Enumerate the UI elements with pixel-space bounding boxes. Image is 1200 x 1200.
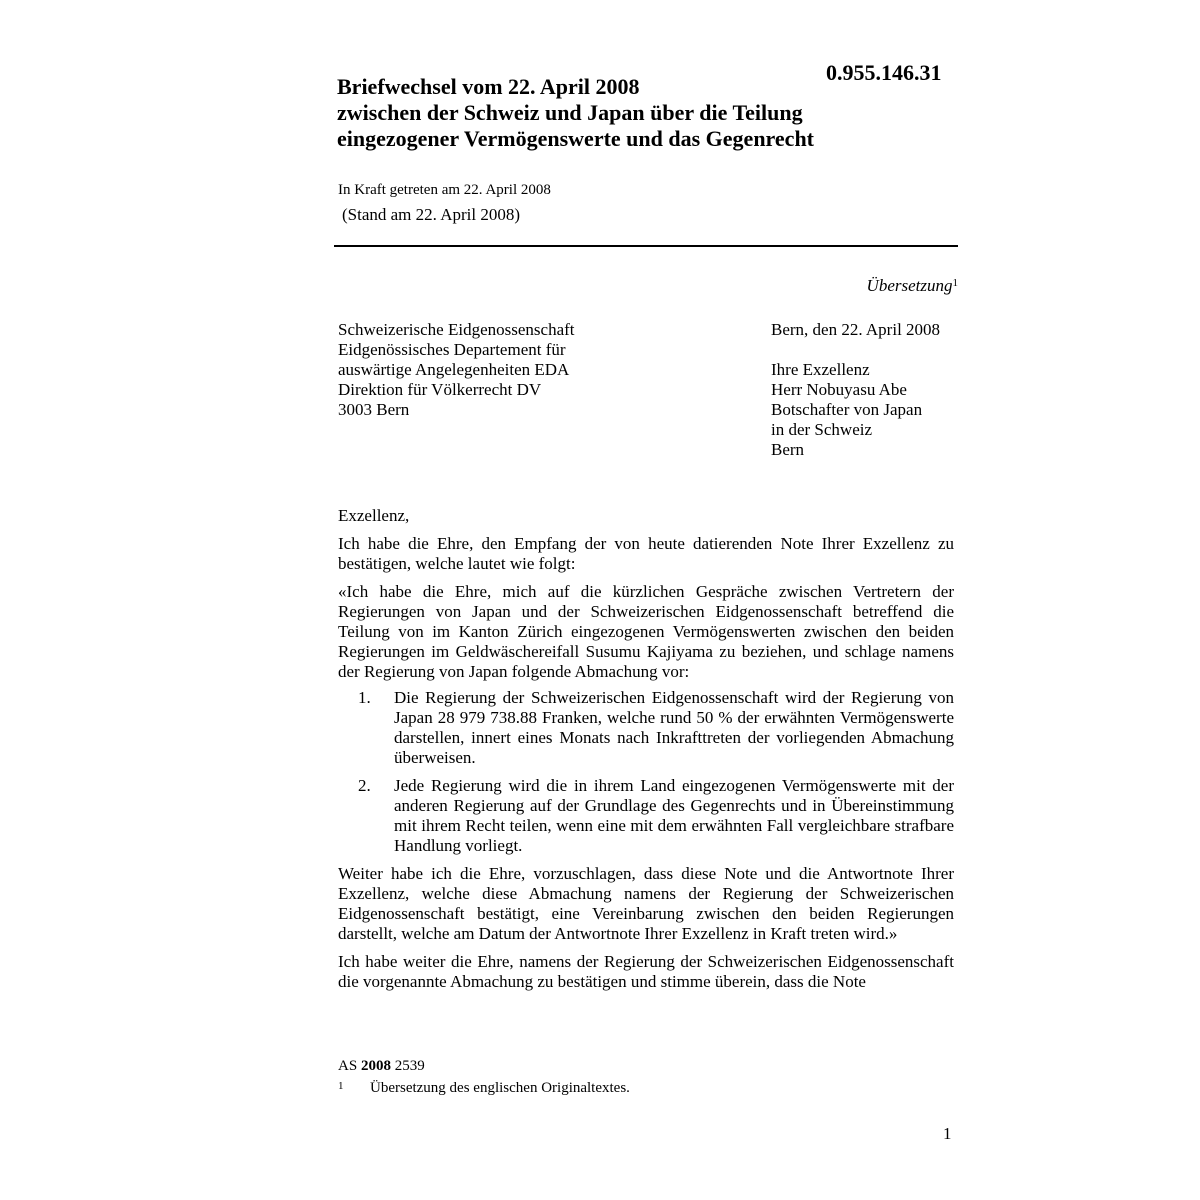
list-item bbox=[338, 688, 954, 768]
recipient-line: Botschafter von Japan bbox=[771, 400, 923, 419]
sender-line: Direktion für Völkerrecht DV bbox=[338, 380, 542, 399]
document-title bbox=[337, 74, 917, 152]
as-reference bbox=[338, 1058, 425, 1075]
title-line: zwischen der Schweiz und Japan über die Teilung bbox=[337, 100, 803, 125]
as-prefix: AS bbox=[338, 1058, 358, 1074]
footnote-ref[interactable]: 1 bbox=[952, 277, 958, 289]
recipient-line: Ihre Exzellenz bbox=[771, 360, 870, 379]
spacer bbox=[771, 340, 940, 360]
body-paragraph: Ich habe die Ehre, den Empfang der von heute datierenden Note Ihrer Exzellenz zu bestätigen, welche lautet wie folgt: bbox=[338, 534, 954, 573]
list-item-number: 2. bbox=[358, 776, 371, 795]
sender-line: Schweizerische Eidgenossenschaft bbox=[338, 320, 575, 339]
body-paragraph: «Ich habe die Ehre, mich auf die kürzlichen Gespräche zwischen Vertretern der Regierungen von Japan und der Schweizerischen Eidgenossenschaft betreffend die Teilung von im Kanton Zürich eingezogenen Vermögenswerten zwischen den beiden Regierungen im Geldwäschereifall Susumu Kajiyama zu beziehen, und schlage namens der Regierung von Japan folgende Abmachung vor: bbox=[338, 582, 954, 681]
body-paragraph: Weiter habe ich die Ehre, vorzuschlagen, dass diese Note und die Antwortnote Ihrer Exzellenz, welche diese Abmachung namens der Regierung der Schweizerischen Eidgenossenschaft bestätigt, eine Vereinbarung zwischen den beiden Regierungen darstellt, welche am Datum der Antwortnote Ihrer Exzellenz in Kraft treten wird.» bbox=[338, 864, 954, 943]
salutation: Exzellenz, bbox=[338, 506, 410, 525]
sr-number: 0.955.146.31 bbox=[826, 60, 942, 85]
header-divider bbox=[334, 245, 958, 247]
agreement-list bbox=[338, 688, 954, 856]
list-item-number: 1. bbox=[358, 688, 371, 707]
translation-text: Übersetzung bbox=[866, 276, 953, 295]
in-force-date: In Kraft getreten am 22. April 2008 bbox=[338, 182, 551, 198]
body-paragraph: Ich habe weiter die Ehre, namens der Regierung der Schweizerischen Eidgenossenschaft die vorgenannte Abmachung zu bestätigen und stimme überein, dass die Note bbox=[338, 952, 954, 991]
translation-label bbox=[867, 276, 958, 296]
as-year: 2008 bbox=[360, 1058, 391, 1074]
recipient-line: Herr Nobuyasu Abe bbox=[771, 380, 907, 399]
sender-line: Eidgenössisches Departement für bbox=[338, 340, 566, 359]
list-item-text: Jede Regierung wird die in ihrem Land eingezogenen Vermögenswerte mit der anderen Regierung auf der Grundlage des Gegenrechts und in Übereinstimmung mit ihrem Recht teilen, wenn eine mit dem erwähnten Fall vergleichbare strafbare Handlung vorliegt. bbox=[394, 776, 954, 855]
recipient-line: in der Schweiz bbox=[771, 420, 873, 439]
footnote-text: Übersetzung des englischen Originaltextes. bbox=[370, 1080, 630, 1096]
as-page: 2539 bbox=[394, 1058, 425, 1074]
recipient-line: Bern bbox=[771, 440, 805, 459]
title-line: Briefwechsel vom 22. April 2008 bbox=[337, 74, 640, 99]
list-item-text: Die Regierung der Schweizerischen Eidgenossenschaft wird der Regierung von Japan 28 979 738.88 Franken, welche rund 50 % der erwähnten Vermögenswerte darstellen, innert eines Monats nach Inkrafttreten der vorliegenden Abmachung überweisen. bbox=[394, 688, 954, 767]
sender-line: 3003 Bern bbox=[338, 400, 410, 419]
status-date: (Stand am 22. April 2008) bbox=[342, 205, 521, 224]
footnote bbox=[338, 1080, 630, 1097]
letter-body bbox=[338, 506, 954, 1000]
footnote-number: 1 bbox=[338, 1080, 344, 1092]
letter-date: Bern, den 22. April 2008 bbox=[771, 320, 941, 339]
sender-address bbox=[338, 320, 575, 420]
recipient-address bbox=[771, 320, 940, 460]
sender-line: auswärtige Angelegenheiten EDA bbox=[338, 360, 570, 379]
title-line: eingezogener Vermögenswerte und das Gegenrecht bbox=[337, 126, 815, 151]
page-number: 1 bbox=[943, 1124, 952, 1143]
list-item bbox=[338, 776, 954, 856]
